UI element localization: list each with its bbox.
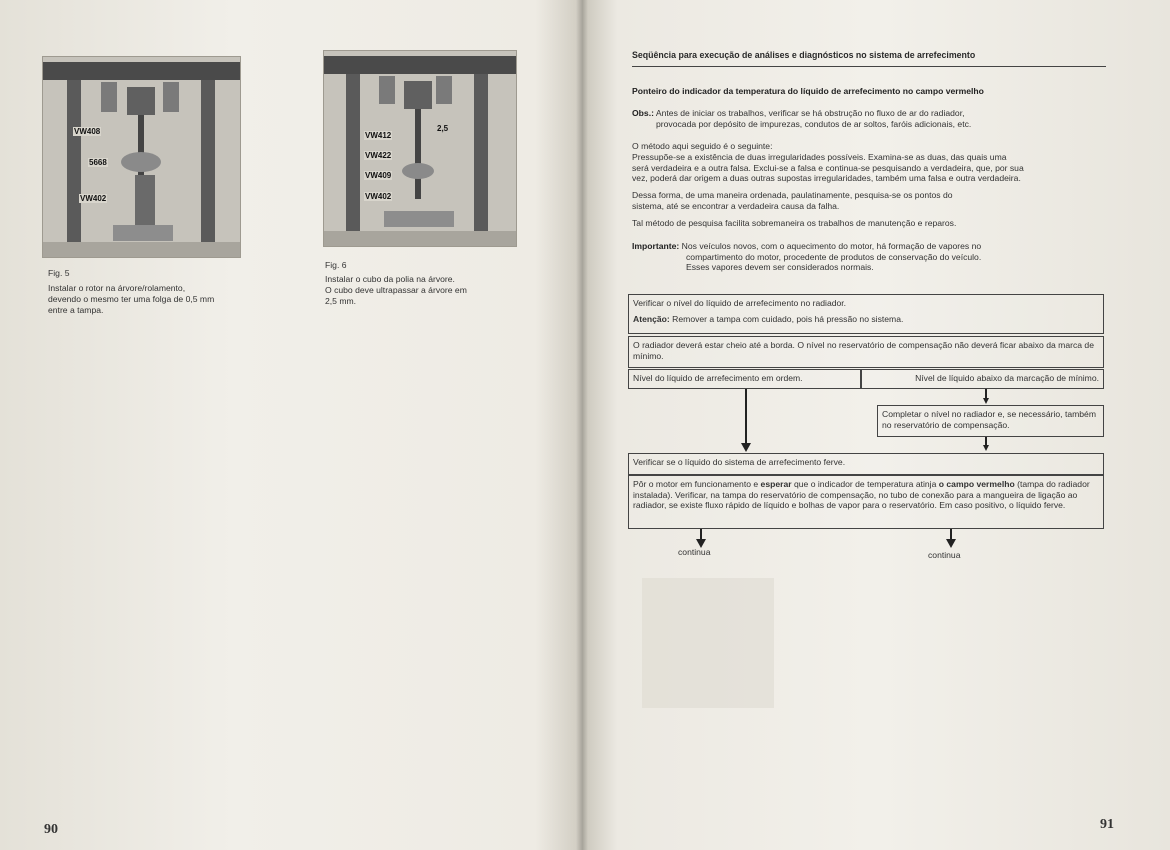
arrow-ok-to-boil (745, 389, 747, 445)
fig5-caption-number: Fig. 5 (48, 268, 70, 278)
fig5-caption (48, 283, 258, 316)
flow-attention-label: Atenção: (633, 313, 670, 324)
method-line: vez, poderá dar origem a duas outras supostas irregularidades, também uma falsa e outra verdadeira. (632, 173, 1021, 183)
fig6-label-2: 2,5 (437, 124, 449, 133)
left-page (0, 0, 582, 850)
arrow-complete-to-boil-head (983, 445, 989, 451)
method-paragraph (632, 152, 1112, 184)
fig6-caption (325, 274, 525, 307)
subtitle: Ponteiro do indicador da temperatura do líquido de arrefecimento no campo vermelho (632, 86, 984, 96)
arrow-low-to-complete-head (983, 398, 989, 404)
flow-complete-level: Completar o nível no radiador e, se necessário, também no reservatório de compensação. (882, 409, 1096, 430)
figure-6-photo (323, 50, 517, 247)
fig5-caption-line: entre a tampa. (48, 305, 104, 315)
bleed-through-shadow (642, 578, 774, 708)
page-number-right: 91 (1100, 817, 1114, 832)
obs-paragraph (632, 108, 1112, 129)
press-tool-illustration-5 (43, 57, 240, 257)
arrow-ok-to-boil-head (741, 443, 751, 452)
fig6-caption-line: Instalar o cubo da polia na árvore. (325, 274, 455, 284)
flow-attention-text: Remover a tampa com cuidado, pois há pressão no sistema. (672, 313, 904, 324)
method-intro: O método aqui seguido é o seguinte: (632, 141, 773, 151)
fig5-label-1: VW408 (74, 127, 101, 136)
flow-check-level-box (628, 294, 1104, 334)
continua-right: continua (928, 550, 961, 560)
facilitates-line: Tal método de pesquisa facilita sobremaneira os trabalhos de manutenção e reparos. (632, 218, 957, 228)
figure-5-photo (42, 56, 241, 258)
fig6-label-3: VW422 (365, 151, 392, 160)
fig5-caption-line: devendo o mesmo ter uma folga de 0,5 mm (48, 294, 215, 304)
page-number-left: 90 (44, 822, 58, 837)
flow-check-level: Verificar o nível do líquido de arrefecimento no radiador. (633, 298, 847, 308)
flow-run-engine-box (628, 475, 1104, 529)
obs-line: Antes de iniciar os trabalhos, verificar se há obstrução no fluxo de ar do radiador, (655, 108, 965, 118)
arrow-continue-right-head (946, 539, 956, 548)
flow-check-boil: Verificar se o líquido do sistema de arrefecimento ferve. (633, 457, 846, 467)
flow-level-low-box (861, 369, 1104, 389)
method-line: Pressupõe-se a existência de duas irregularidades possíveis. Examina-se as duas, das quais uma (632, 152, 1007, 162)
important-label: Importante: (632, 241, 680, 251)
flow-level-ok: Nível do líquido de arrefecimento em ordem. (633, 373, 803, 383)
press-tool-illustration-6 (324, 51, 516, 246)
orderly-line: sistema, até se encontrar a verdadeira causa da falha. (632, 200, 840, 211)
flow-level-ok-box (628, 369, 861, 389)
important-line: compartimento do motor, procedente de produtos de conservação do veículo. (686, 251, 982, 262)
important-paragraph (632, 241, 1112, 273)
orderly-line: Dessa forma, de uma maneira ordenada, paulatinamente, pesquisa-se os pontos do (632, 190, 953, 200)
book-gutter (576, 0, 588, 850)
flow-run-engine-pre: Pôr o motor em funcionamento e (633, 479, 759, 489)
flow-run-engine-post: (tampa do radiador instalada). Verificar, na tampa do reservatório de compensação, no tubo de conexão para a mangueira de ligação ao radiador, se existe fluxo rápido de líquido e bolhas de vapor para o reservatório. Em caso positivo, o líquido ferve. (633, 479, 1090, 510)
flow-run-engine-red: o campo vermelho (938, 479, 1015, 489)
arrow-complete-to-boil (985, 437, 987, 445)
fig6-label-4: VW409 (365, 171, 392, 180)
method-line: será verdadeira e a outra falsa. Exclui-se a falsa e continua-se pesquisando a verdadeira, que, por sua (632, 162, 1024, 173)
fig6-label-5: VW402 (365, 192, 392, 201)
important-line: Nos veículos novos, com o aquecimento do motor, há formação de vapores no (681, 241, 982, 251)
fig5-caption-line: Instalar o rotor na árvore/rolamento, (48, 283, 186, 293)
flow-check-boil-box (628, 453, 1104, 475)
continua-left: continua (678, 547, 711, 557)
obs-line: provocada por depósito de impurezas, condutos de ar soltos, faróis adicionais, etc. (656, 118, 972, 129)
fig5-label-2: 5668 (89, 158, 107, 167)
obs-label: Obs.: (632, 108, 654, 118)
flow-radiator-full: O radiador deverá estar cheio até a borda. O nível no reservatório de compensação não deverá ficar abaixo da marca de mínimo. (633, 340, 1094, 361)
flow-run-engine-mid: que o indicador de temperatura atinja (794, 479, 937, 489)
orderly-paragraph (632, 190, 1112, 211)
fig5-label-3: VW402 (80, 194, 107, 203)
fig6-caption-line: O cubo deve ultrapassar a árvore em (325, 285, 467, 295)
section-title: Seqüência para execução de análises e diagnósticos no sistema de arrefecimento (632, 50, 1106, 67)
flow-level-low: Nível de líquido abaixo da marcação de mínimo. (915, 373, 1099, 383)
flow-run-engine-wait: esperar (760, 479, 792, 489)
flow-radiator-full-box (628, 336, 1104, 368)
fig6-caption-number: Fig. 6 (325, 260, 347, 270)
fig6-label-1: VW412 (365, 131, 392, 140)
flow-complete-level-box (877, 405, 1104, 437)
fig6-caption-line: 2,5 mm. (325, 296, 357, 306)
important-line: Esses vapores devem ser considerados normais. (686, 262, 874, 272)
